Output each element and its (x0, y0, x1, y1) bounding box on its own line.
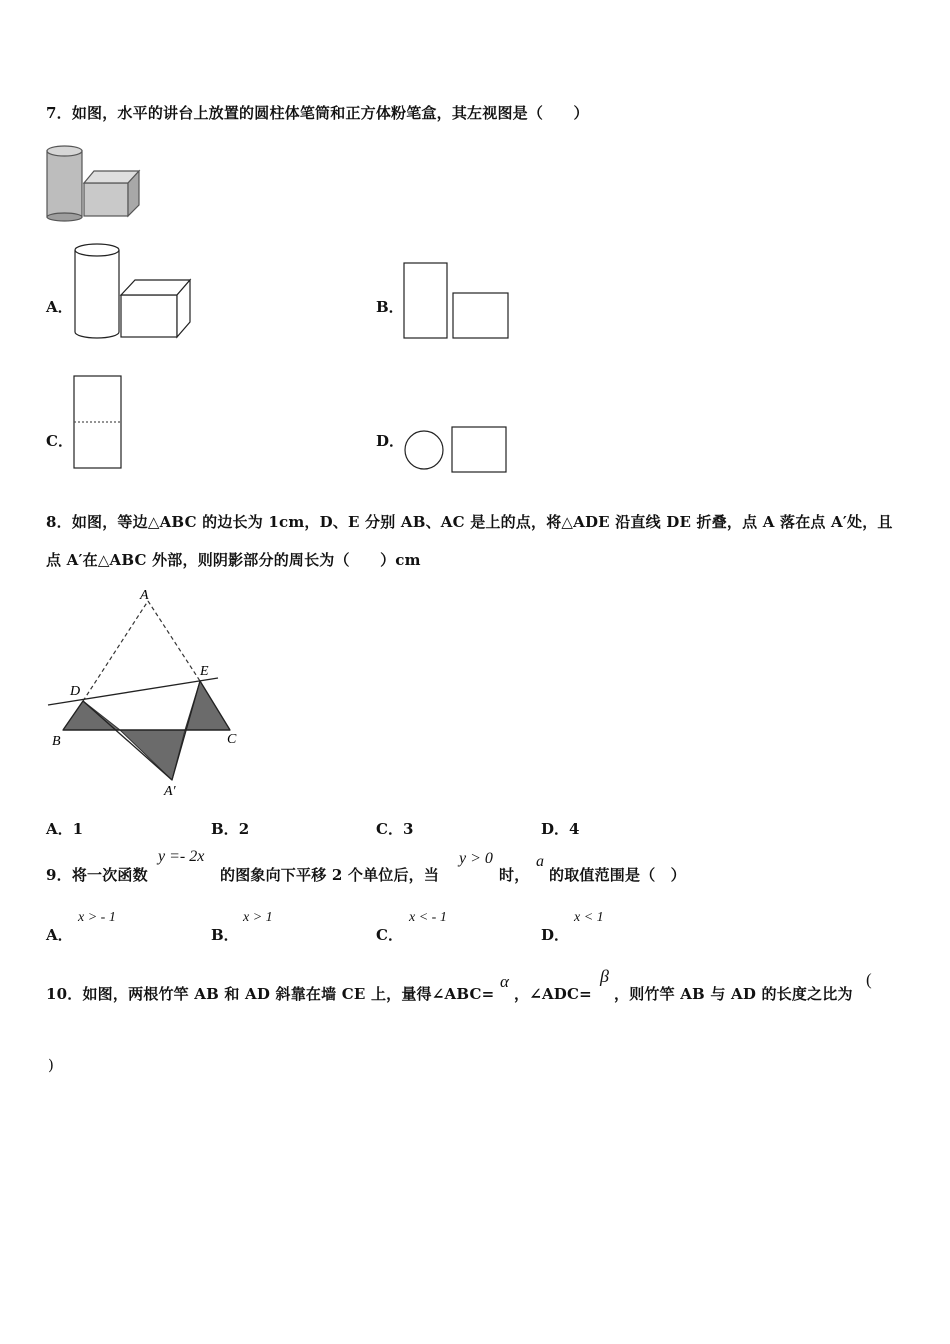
q8-option-b-letter: B． (211, 820, 239, 838)
q8-option-a-letter: A． (46, 820, 73, 838)
q8-stem-line2: 点 A′在△ABC 外部，则阴影部分的周长为（ ）cm (46, 551, 421, 569)
q10-beta: β (600, 966, 609, 986)
q8-label-d: D (70, 684, 81, 699)
q8-option-c[interactable] (376, 818, 413, 839)
q10-open-paren: ( (866, 970, 872, 989)
q8-shade-bottom (120, 730, 185, 780)
q8-label-b: B (52, 734, 61, 749)
q7-main-figure (44, 143, 144, 223)
q9-stem-part2: 的图象向下平移 2 个单位后，当 (220, 866, 440, 884)
q10-stem-part3: ，则竹竿 AB 与 AD 的长度之比为 (614, 985, 853, 1003)
q8-option-c-value: 3 (402, 820, 414, 838)
q9-option-b-math[interactable]: x > 1 (243, 910, 273, 925)
q7-option-b-figure[interactable] (402, 260, 512, 342)
q10-stem-part1: 10．如图，两根竹竿 AB 和 AD 斜靠在墙 CE 上，量得∠ABC= (46, 985, 495, 1003)
q9-stem-part4: 的取值范围是（ ） (549, 866, 686, 884)
q9-formula: y =- 2x (158, 848, 205, 865)
q8-label-c: C (227, 732, 237, 747)
q9-option-a-math[interactable]: x > - 1 (78, 910, 116, 925)
q9-option-b-label[interactable]: B． (211, 926, 239, 944)
q7-option-d-label[interactable]: D． (376, 432, 405, 450)
q8-label-a: A (140, 588, 149, 603)
q9-stem-part1: 9．将一次函数 (46, 866, 148, 884)
q10-alpha: α (500, 972, 509, 991)
q8-option-c-letter: C． (376, 820, 403, 838)
q8-option-a-value: 1 (72, 820, 84, 838)
q8-figure (40, 585, 250, 800)
q8-option-d-letter: D． (541, 820, 570, 838)
q10-stem-part2: ，∠ADC= (514, 985, 592, 1003)
q10-close-paren: ) (48, 1056, 55, 1074)
q8-option-b[interactable] (211, 818, 249, 839)
q9-stem-part3: 时， (499, 866, 530, 884)
q7-option-c-label[interactable]: C． (46, 432, 73, 450)
q7-option-c-figure[interactable] (72, 374, 124, 472)
q7-option-a-label[interactable]: A． (46, 298, 73, 316)
q9-option-c-math[interactable]: x < - 1 (409, 910, 447, 925)
q7-option-a-figure[interactable] (72, 240, 194, 342)
q8-option-a[interactable] (46, 818, 83, 839)
q9-variable: a (536, 853, 544, 870)
q8-stem-line1: 8．如图，等边△ABC 的边长为 1cm，D、E 分别 AB、AC 是上的点，将△ADE 沿直线 DE 折叠，点 A 落在点 A′处，且 (46, 513, 893, 531)
q8-label-a-prime: A′ (164, 784, 176, 799)
q9-option-d-label[interactable]: D． (541, 926, 570, 944)
q8-shade-right (185, 681, 230, 730)
q7-stem: 7．如图，水平的讲台上放置的圆柱体笔筒和正方体粉笔盒，其左视图是（ ） (46, 104, 589, 122)
q8-label-e: E (200, 664, 209, 679)
q9-condition: y > 0 (459, 850, 493, 867)
q7-option-d-figure[interactable] (402, 424, 512, 476)
q7-option-b-label[interactable]: B． (376, 298, 404, 316)
q8-option-d[interactable] (541, 818, 579, 839)
q8-option-b-value: 2 (238, 820, 250, 838)
q8-option-d-value: 4 (569, 820, 580, 838)
q9-option-d-math[interactable]: x < 1 (574, 910, 604, 925)
q9-option-c-label[interactable]: C． (376, 926, 403, 944)
q9-option-a-label[interactable]: A． (46, 926, 73, 944)
